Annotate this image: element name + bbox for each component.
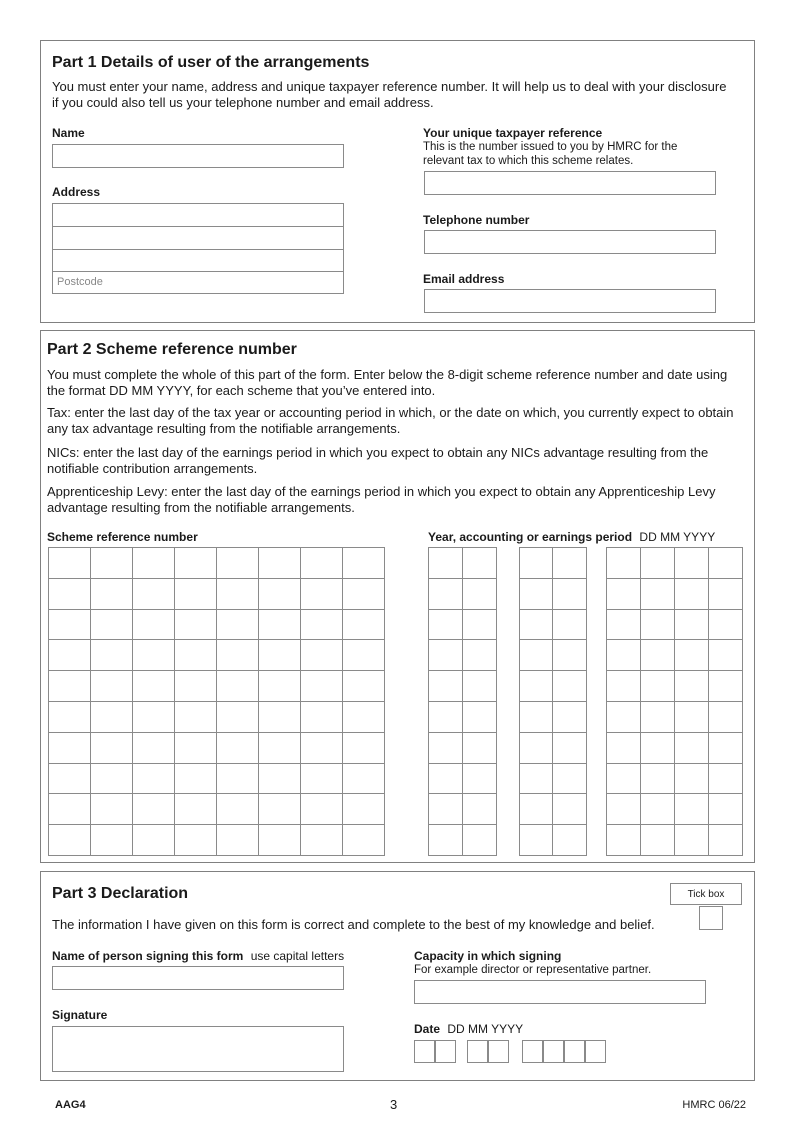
period-year-cell[interactable] xyxy=(606,701,641,733)
period-year-cell[interactable] xyxy=(606,732,641,764)
scheme-ref-digit-cell[interactable] xyxy=(48,547,91,579)
date-label xyxy=(414,1022,523,1036)
form-code: AAG4 xyxy=(55,1099,86,1111)
scheme-ref-digit-cell[interactable] xyxy=(132,578,175,610)
period-day-cell[interactable] xyxy=(462,609,497,641)
declaration-statement: The information I have given on this form is correct and complete to the best of my knowledge and belief. xyxy=(52,917,655,932)
part2-para-1: You must complete the whole of this part of the form. Enter below the 8-digit scheme reference number and date using the format DD MM YYYY, for each scheme that you’ve entered into. xyxy=(47,367,728,398)
part3-title: Part 3 Declaration xyxy=(52,885,189,902)
address-line-2-field[interactable] xyxy=(52,226,344,250)
scheme-ref-digit-cell[interactable] xyxy=(342,732,385,764)
address-line-3-field[interactable] xyxy=(52,249,344,272)
period-day-cell[interactable] xyxy=(428,732,463,764)
postcode-placeholder: Postcode xyxy=(57,276,103,288)
capacity-field[interactable] xyxy=(414,980,706,1004)
scheme-ref-digit-cell[interactable] xyxy=(258,639,301,671)
telephone-field[interactable] xyxy=(424,230,716,254)
scheme-ref-digit-cell[interactable] xyxy=(174,701,217,733)
period-day-cell[interactable] xyxy=(462,578,497,610)
date-month-box[interactable] xyxy=(467,1040,488,1063)
scheme-ref-digit-cell[interactable] xyxy=(48,824,91,856)
period-year-cell[interactable] xyxy=(674,670,709,702)
form-version: HMRC 06/22 xyxy=(682,1099,746,1111)
scheme-ref-digit-cell[interactable] xyxy=(216,701,259,733)
period-format-hint: DD MM YYYY xyxy=(639,530,716,544)
period-month-cell[interactable] xyxy=(519,639,554,671)
date-year-box[interactable] xyxy=(585,1040,606,1063)
scheme-ref-digit-cell[interactable] xyxy=(300,670,343,702)
period-day-cell[interactable] xyxy=(462,732,497,764)
period-year-cell[interactable] xyxy=(606,824,641,856)
period-year-cell[interactable] xyxy=(606,639,641,671)
scheme-ref-digit-cell[interactable] xyxy=(174,547,217,579)
scheme-ref-digit-cell[interactable] xyxy=(342,547,385,579)
scheme-ref-digit-cell[interactable] xyxy=(216,732,259,764)
scheme-ref-digit-cell[interactable] xyxy=(300,824,343,856)
email-field[interactable] xyxy=(424,289,716,313)
period-year-cell[interactable] xyxy=(708,578,743,610)
utr-field[interactable] xyxy=(424,171,716,195)
period-label xyxy=(428,530,715,544)
period-month-cell[interactable] xyxy=(552,609,587,641)
period-year-cell[interactable] xyxy=(674,763,709,795)
scheme-ref-digit-cell[interactable] xyxy=(132,824,175,856)
scheme-ref-digit-cell[interactable] xyxy=(300,639,343,671)
period-day-cell[interactable] xyxy=(428,609,463,641)
scheme-ref-digit-cell[interactable] xyxy=(132,639,175,671)
tick-box-label: Tick box xyxy=(687,889,725,900)
period-year-cell[interactable] xyxy=(708,609,743,641)
period-month-cell[interactable] xyxy=(552,793,587,825)
period-month-cell[interactable] xyxy=(519,609,554,641)
scheme-ref-digit-cell[interactable] xyxy=(342,824,385,856)
scheme-ref-digit-cell[interactable] xyxy=(258,793,301,825)
period-day-cell[interactable] xyxy=(428,793,463,825)
period-year-cell[interactable] xyxy=(606,578,641,610)
scheme-ref-digit-cell[interactable] xyxy=(300,732,343,764)
telephone-label: Telephone number xyxy=(423,213,530,227)
signer-name-label xyxy=(52,949,344,963)
scheme-ref-digit-cell[interactable] xyxy=(258,732,301,764)
utr-label: Your unique taxpayer reference xyxy=(423,126,603,140)
signer-name-field[interactable] xyxy=(52,966,344,990)
period-day-cell[interactable] xyxy=(428,547,463,579)
scheme-ref-digit-cell[interactable] xyxy=(90,793,133,825)
page-number: 3 xyxy=(390,1097,398,1112)
scheme-ref-digit-cell[interactable] xyxy=(300,578,343,610)
part2-para-2: Tax: enter the last day of the tax year or accounting period in which, or the date on which, you currently expect to obtain any tax advantage resulting from the notifiable arrangements. xyxy=(47,405,734,436)
period-month-cell[interactable] xyxy=(552,732,587,764)
period-day-cell[interactable] xyxy=(462,639,497,671)
period-month-cell[interactable] xyxy=(519,670,554,702)
scheme-ref-digit-cell[interactable] xyxy=(132,793,175,825)
scheme-ref-digit-cell[interactable] xyxy=(90,824,133,856)
name-field[interactable] xyxy=(52,144,344,168)
period-year-cell[interactable] xyxy=(674,578,709,610)
scheme-ref-digit-cell[interactable] xyxy=(174,763,217,795)
period-month-cell[interactable] xyxy=(519,732,554,764)
period-year-cell[interactable] xyxy=(708,763,743,795)
period-day-cell[interactable] xyxy=(462,793,497,825)
part2-para-3: NICs: enter the last day of the earnings period in which you expect to obtain any NICs advantage resulting from the notifiable contribution arrangements. xyxy=(47,445,709,476)
scheme-ref-digit-cell[interactable] xyxy=(90,578,133,610)
period-year-cell[interactable] xyxy=(606,609,641,641)
scheme-ref-digit-cell[interactable] xyxy=(216,547,259,579)
scheme-ref-digit-cell[interactable] xyxy=(90,670,133,702)
period-year-cell[interactable] xyxy=(640,639,675,671)
scheme-ref-digit-cell[interactable] xyxy=(300,701,343,733)
period-day-cell[interactable] xyxy=(462,701,497,733)
period-year-cell[interactable] xyxy=(606,763,641,795)
period-year-cell[interactable] xyxy=(708,793,743,825)
period-month-cell[interactable] xyxy=(519,578,554,610)
scheme-ref-digit-cell[interactable] xyxy=(300,763,343,795)
period-month-cell[interactable] xyxy=(552,639,587,671)
scheme-ref-digit-cell[interactable] xyxy=(174,793,217,825)
period-year-cell[interactable] xyxy=(708,670,743,702)
date-day-box[interactable] xyxy=(435,1040,456,1063)
period-month-cell[interactable] xyxy=(519,763,554,795)
period-year-cell[interactable] xyxy=(674,609,709,641)
scheme-ref-digit-cell[interactable] xyxy=(300,609,343,641)
period-year-cell[interactable] xyxy=(708,701,743,733)
declaration-tick-box[interactable] xyxy=(699,906,723,930)
signature-field[interactable] xyxy=(52,1026,344,1072)
date-format-hint: DD MM YYYY xyxy=(447,1022,524,1036)
scheme-ref-digit-cell[interactable] xyxy=(342,578,385,610)
scheme-ref-digit-cell[interactable] xyxy=(174,670,217,702)
capacity-label: Capacity in which signing xyxy=(414,949,562,963)
scheme-ref-digit-cell[interactable] xyxy=(258,701,301,733)
scheme-ref-digit-cell[interactable] xyxy=(258,609,301,641)
period-year-cell[interactable] xyxy=(674,732,709,764)
capacity-help: For example director or representative partner. xyxy=(414,964,652,976)
part1-title: Part 1 Details of user of the arrangements xyxy=(52,54,370,71)
period-month-cell[interactable] xyxy=(519,701,554,733)
scheme-ref-digit-cell[interactable] xyxy=(48,578,91,610)
scheme-ref-digit-cell[interactable] xyxy=(342,639,385,671)
scheme-ref-digit-cell[interactable] xyxy=(132,732,175,764)
period-year-cell[interactable] xyxy=(708,639,743,671)
signer-name-label-text: Name of person signing this form xyxy=(52,949,244,963)
scheme-ref-digit-cell[interactable] xyxy=(48,732,91,764)
address-label: Address xyxy=(52,185,101,199)
name-label: Name xyxy=(52,126,85,140)
period-day-cell[interactable] xyxy=(428,578,463,610)
scheme-ref-digit-cell[interactable] xyxy=(216,670,259,702)
scheme-ref-digit-cell[interactable] xyxy=(48,701,91,733)
scheme-ref-digit-cell[interactable] xyxy=(48,793,91,825)
period-month-cell[interactable] xyxy=(552,824,587,856)
scheme-ref-digit-cell[interactable] xyxy=(258,578,301,610)
part1-intro: You must enter your name, address and unique taxpayer reference number. It will help us to deal with your disclosure if you could also tell us your telephone number and email address. xyxy=(52,79,727,110)
period-year-cell[interactable] xyxy=(640,547,675,579)
period-year-cell[interactable] xyxy=(640,609,675,641)
scheme-ref-digit-cell[interactable] xyxy=(48,639,91,671)
period-month-cell[interactable] xyxy=(519,793,554,825)
period-month-cell[interactable] xyxy=(519,547,554,579)
date-day-box[interactable] xyxy=(414,1040,435,1063)
period-year-cell[interactable] xyxy=(640,701,675,733)
period-year-cell[interactable] xyxy=(640,763,675,795)
period-day-cell[interactable] xyxy=(462,824,497,856)
period-year-cell[interactable] xyxy=(674,547,709,579)
scheme-ref-digit-cell[interactable] xyxy=(90,609,133,641)
scheme-ref-digit-cell[interactable] xyxy=(342,701,385,733)
scheme-ref-digit-cell[interactable] xyxy=(174,639,217,671)
period-day-cell[interactable] xyxy=(428,701,463,733)
scheme-ref-digit-cell[interactable] xyxy=(132,670,175,702)
period-year-cell[interactable] xyxy=(640,578,675,610)
scheme-ref-digit-cell[interactable] xyxy=(216,578,259,610)
period-year-cell[interactable] xyxy=(606,793,641,825)
scheme-ref-digit-cell[interactable] xyxy=(216,824,259,856)
period-year-cell[interactable] xyxy=(674,824,709,856)
part2-title: Part 2 Scheme reference number xyxy=(47,341,297,358)
date-year-box[interactable] xyxy=(522,1040,543,1063)
scheme-ref-digit-cell[interactable] xyxy=(258,763,301,795)
period-year-cell[interactable] xyxy=(606,670,641,702)
period-year-cell[interactable] xyxy=(708,732,743,764)
period-day-cell[interactable] xyxy=(462,670,497,702)
period-year-cell[interactable] xyxy=(674,639,709,671)
scheme-ref-digit-cell[interactable] xyxy=(258,547,301,579)
period-year-cell[interactable] xyxy=(640,732,675,764)
date-year-box[interactable] xyxy=(564,1040,585,1063)
scheme-ref-digit-cell[interactable] xyxy=(342,793,385,825)
period-month-cell[interactable] xyxy=(552,701,587,733)
scheme-ref-digit-cell[interactable] xyxy=(48,670,91,702)
scheme-ref-digit-cell[interactable] xyxy=(258,824,301,856)
period-month-cell[interactable] xyxy=(552,670,587,702)
scheme-ref-digit-cell[interactable] xyxy=(216,793,259,825)
scheme-ref-digit-cell[interactable] xyxy=(48,763,91,795)
period-day-cell[interactable] xyxy=(428,670,463,702)
scheme-ref-digit-cell[interactable] xyxy=(258,670,301,702)
scheme-ref-digit-cell[interactable] xyxy=(132,701,175,733)
period-month-cell[interactable] xyxy=(552,547,587,579)
part2-para-4: Apprenticeship Levy: enter the last day of the earnings period in which you expect to obtain any Apprenticeship Levy advantage resulting from the notifiable arrangements. xyxy=(47,484,716,515)
period-month-cell[interactable] xyxy=(519,824,554,856)
scheme-ref-digit-cell[interactable] xyxy=(90,639,133,671)
period-day-cell[interactable] xyxy=(462,763,497,795)
scheme-reference-label: Scheme reference number xyxy=(47,530,198,544)
period-day-cell[interactable] xyxy=(428,763,463,795)
scheme-ref-digit-cell[interactable] xyxy=(90,701,133,733)
period-month-cell[interactable] xyxy=(552,578,587,610)
period-year-cell[interactable] xyxy=(640,670,675,702)
period-day-cell[interactable] xyxy=(462,547,497,579)
period-year-cell[interactable] xyxy=(708,824,743,856)
utr-help: This is the number issued to you by HMRC for the relevant tax to which this scheme relates. xyxy=(423,141,678,167)
date-month-box[interactable] xyxy=(488,1040,509,1063)
scheme-ref-digit-cell[interactable] xyxy=(174,609,217,641)
period-day-cell[interactable] xyxy=(428,639,463,671)
scheme-ref-digit-cell[interactable] xyxy=(132,609,175,641)
date-year-box[interactable] xyxy=(543,1040,564,1063)
scheme-ref-digit-cell[interactable] xyxy=(342,670,385,702)
scheme-ref-digit-cell[interactable] xyxy=(216,639,259,671)
period-month-cell[interactable] xyxy=(552,763,587,795)
scheme-ref-digit-cell[interactable] xyxy=(132,547,175,579)
period-label-text: Year, accounting or earnings period xyxy=(428,530,633,544)
scheme-ref-digit-cell[interactable] xyxy=(174,578,217,610)
scheme-ref-digit-cell[interactable] xyxy=(342,609,385,641)
scheme-ref-digit-cell[interactable] xyxy=(342,763,385,795)
scheme-ref-digit-cell[interactable] xyxy=(300,547,343,579)
email-label: Email address xyxy=(423,272,505,286)
period-year-cell[interactable] xyxy=(640,793,675,825)
period-day-cell[interactable] xyxy=(428,824,463,856)
period-year-cell[interactable] xyxy=(708,547,743,579)
date-label-text: Date xyxy=(414,1022,441,1036)
period-year-cell[interactable] xyxy=(640,824,675,856)
scheme-ref-digit-cell[interactable] xyxy=(216,609,259,641)
signature-label: Signature xyxy=(52,1008,108,1022)
scheme-ref-digit-cell[interactable] xyxy=(90,732,133,764)
period-year-cell[interactable] xyxy=(606,547,641,579)
scheme-ref-digit-cell[interactable] xyxy=(90,547,133,579)
signer-name-hint: use capital letters xyxy=(250,949,345,963)
scheme-ref-digit-cell[interactable] xyxy=(300,793,343,825)
scheme-ref-digit-cell[interactable] xyxy=(90,763,133,795)
scheme-ref-digit-cell[interactable] xyxy=(174,732,217,764)
scheme-ref-digit-cell[interactable] xyxy=(132,763,175,795)
address-line-1-field[interactable] xyxy=(52,203,344,227)
scheme-ref-digit-cell[interactable] xyxy=(174,824,217,856)
period-year-cell[interactable] xyxy=(674,701,709,733)
period-year-cell[interactable] xyxy=(674,793,709,825)
scheme-ref-digit-cell[interactable] xyxy=(216,763,259,795)
scheme-ref-digit-cell[interactable] xyxy=(48,609,91,641)
